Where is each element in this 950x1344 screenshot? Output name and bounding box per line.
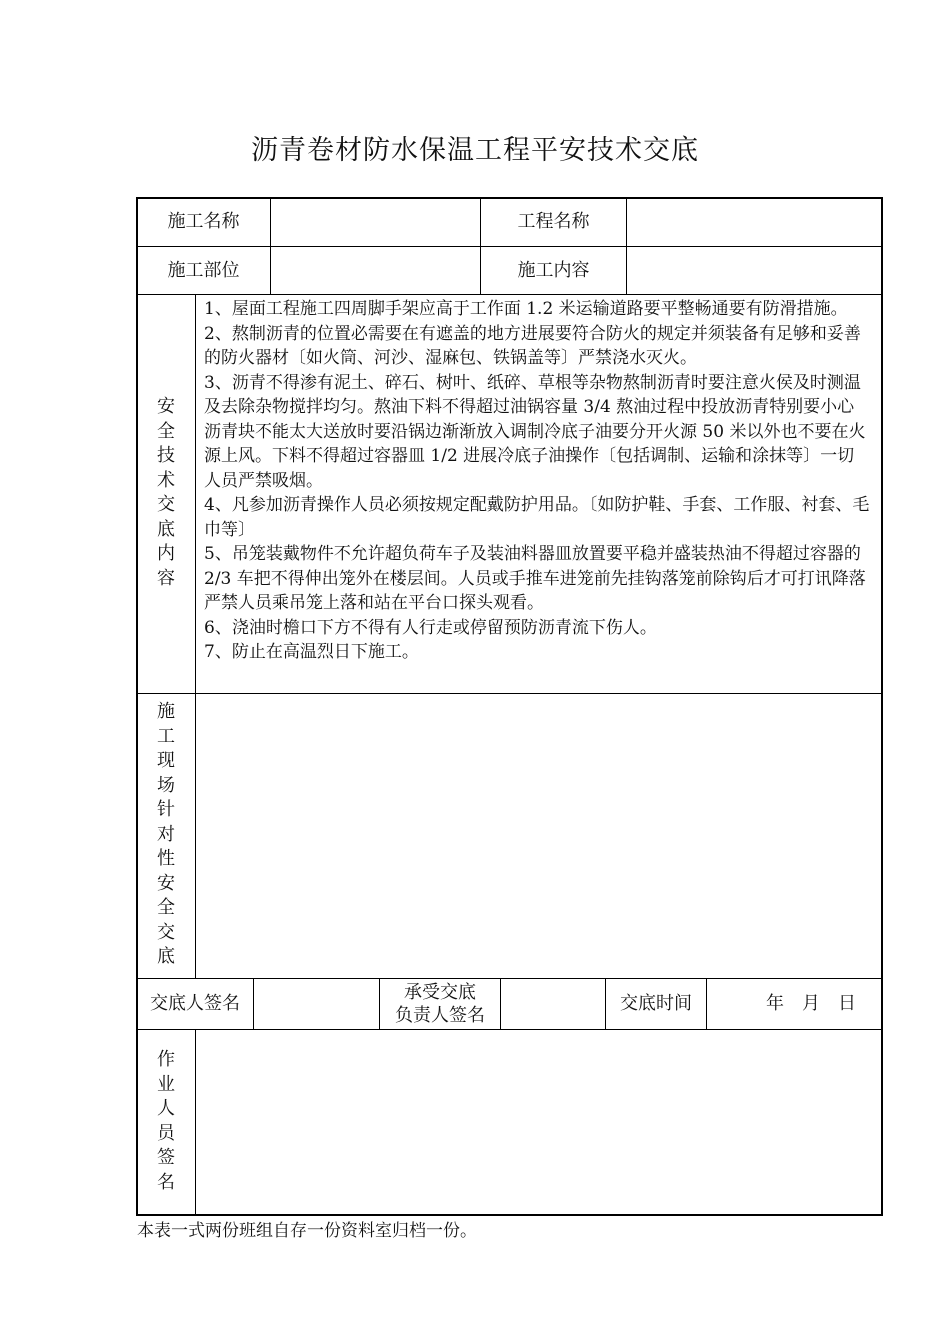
safety-item: 5、吊笼装戴物件不允许超负荷车子及装油料器皿放置要平稳并盛装热油不得超过容器的 2/3 车把不得伸出笼外在楼层间。人员或手推车进笼前先挂钩落笼前除钩后才可打讯降落严禁人员乘吊笼上落和站在平台口探头观看。 [204, 544, 866, 613]
safety-item: 7、防止在高温烈日下施工。 [204, 642, 419, 662]
handover-sign-field[interactable] [254, 979, 379, 1029]
site-section-field[interactable] [196, 694, 882, 978]
safety-content [204, 297, 870, 665]
safety-item: 3、沥青不得渗有泥土、碎石、树叶、纸碎、草根等杂物熬制沥青时要注意火侯及时测温及去除杂物搅拌均匀。熬油下料不得超过油锅容量 3/4 熬油过程中投放沥青特别要小心沥青块不能太大送放时要沿锅边渐渐放入调制冷底子油要分开火源 50 米以外也不要在火源上风。下料不得超过容器皿 1/2 进展冷底子油操作〔包括调制、运输和涂抹等〕一切人员严禁吸烟。 [204, 372, 866, 491]
receiver-sign-label-line2: 负责人签名 [395, 1005, 485, 1026]
construction-name-field[interactable] [271, 198, 480, 246]
handover-date-field[interactable]: 年 月 日 [766, 993, 856, 1014]
safety-item: 4、凡参加沥青操作人员必须按规定配戴防护用品。〔如防护鞋、手套、工作服、衬套、毛巾等〕 [204, 495, 870, 540]
construction-part-field[interactable] [271, 247, 480, 294]
worker-section-label: 作业人员签名 [157, 1049, 175, 1193]
receiver-sign-label-line1: 承受交底 [404, 982, 476, 1003]
safety-item: 6、浇油时檐口下方不得有人行走或停留预防沥青流下伤人。 [204, 617, 657, 638]
row-divider [137, 294, 882, 295]
receiver-sign-field[interactable] [501, 979, 605, 1029]
worker-sign-field[interactable] [196, 1030, 882, 1215]
safety-section-label: 安全技术交底内容 [157, 396, 175, 589]
handover-sign-label: 交底人签名 [150, 993, 240, 1014]
project-name-label: 工程名称 [517, 211, 590, 232]
safety-item: 2、熬制沥青的位置必需要在有遮盖的地方进展要符合防火的规定并须装备有足够和妥善的防火器材〔如火筒、河沙、湿麻包、铁锅盖等〕严禁浇水灭火。 [204, 323, 861, 368]
footer-note: 本表一式两份班组自存一份资料室归档一份。 [137, 1221, 477, 1241]
site-section-label: 施工现场针对性安全交底 [157, 701, 175, 967]
construction-name-label: 施工名称 [167, 211, 240, 232]
page-title: 沥青卷材防水保温工程平安技术交底 [251, 135, 699, 166]
construction-content-field[interactable] [627, 247, 882, 294]
project-name-field[interactable] [627, 198, 882, 246]
receiver-sign-label [380, 979, 500, 1029]
handover-time-label: 交底时间 [620, 993, 692, 1014]
construction-part-label: 施工部位 [167, 259, 240, 281]
construction-content-label: 施工内容 [517, 259, 590, 281]
safety-item: 1、屋面工程施工四周脚手架应高于工作面 1.2 米运输道路要平整畅通要有防滑措施。 [204, 299, 848, 319]
